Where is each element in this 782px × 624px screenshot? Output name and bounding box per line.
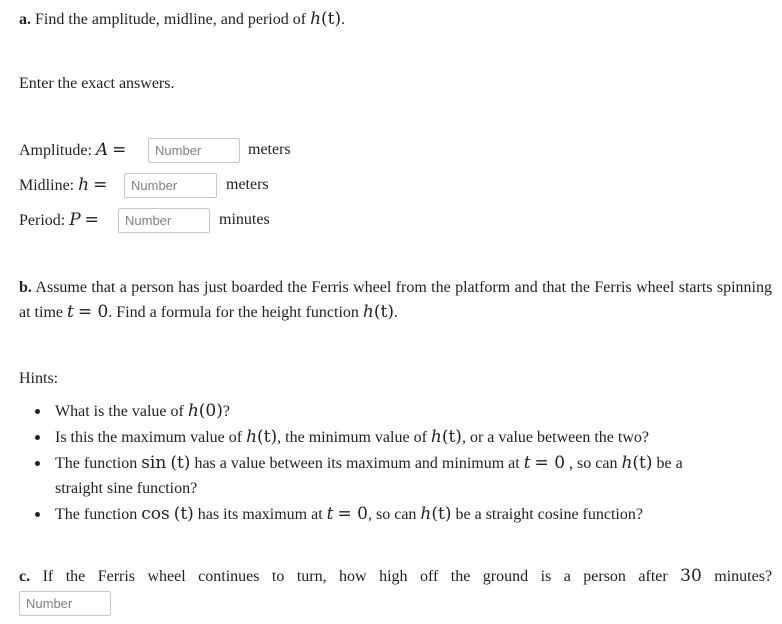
hint-item: What is the value of h(0)?	[55, 399, 772, 424]
amplitude-eq: =	[112, 140, 127, 160]
period-unit: minutes	[219, 211, 270, 228]
part-b-label: b.	[19, 279, 32, 296]
part-b-tvar: t	[66, 302, 74, 322]
period-input[interactable]	[118, 208, 210, 233]
hints-title: Hints:	[19, 370, 59, 387]
hint-item: Is this the maximum value of h(t), the minimum value of h(t), or a value between the two?	[55, 425, 772, 450]
part-b-teq: = 0	[77, 302, 109, 322]
amplitude-input[interactable]	[148, 138, 240, 163]
period-var: P	[69, 210, 81, 230]
part-a-text: Find the amplitude, midline, and period of	[35, 11, 307, 28]
midline-var: h	[78, 175, 90, 195]
part-a-label: a.	[19, 11, 31, 28]
instruction-text: Enter the exact answers.	[19, 75, 175, 92]
hints-list	[19, 399, 772, 528]
part-a-end: .	[341, 11, 346, 28]
amplitude-unit: meters	[248, 141, 291, 158]
part-c-question	[19, 565, 772, 588]
period-eq: =	[84, 210, 99, 230]
part-b-func: h	[362, 302, 374, 322]
part-c-num: 30	[680, 566, 702, 586]
part-a-func: h	[310, 9, 322, 29]
part-b-arg: (t)	[373, 302, 394, 322]
amplitude-var: A	[95, 140, 109, 160]
amplitude-label: Amplitude: A =	[19, 140, 127, 160]
part-b-end: .	[393, 304, 398, 321]
part-c-label: c.	[19, 568, 31, 585]
part-c-input[interactable]	[19, 591, 111, 616]
part-b-text1: Assume that a person has just boarded the Ferris wheel from the platform and that the Ferris wheel starts spinning at time	[19, 279, 772, 321]
midline-input[interactable]	[124, 173, 217, 198]
part-c-unit: minutes?	[714, 568, 773, 585]
midline-eq: =	[93, 175, 108, 195]
part-a-question	[19, 8, 345, 31]
hint-item: The function cos (t) has its maximum at t = 0, so can h(t) be a straight cosine function?	[55, 502, 772, 527]
part-c-text: If the Ferris wheel continues to turn, how high off the ground is a person after	[42, 568, 668, 585]
part-b-question	[19, 275, 772, 325]
midline-label: Midline: h =	[19, 175, 108, 195]
midline-unit: meters	[226, 176, 269, 193]
period-label: Period: P =	[19, 210, 99, 230]
hint-item: The function sin (t) has a value between its maximum and minimum at t = 0 , so can h(t) be a straight sine function?	[55, 451, 772, 501]
part-a-arg: (t)	[321, 9, 342, 29]
part-b-text2: . Find a formula for the height function	[108, 304, 359, 321]
